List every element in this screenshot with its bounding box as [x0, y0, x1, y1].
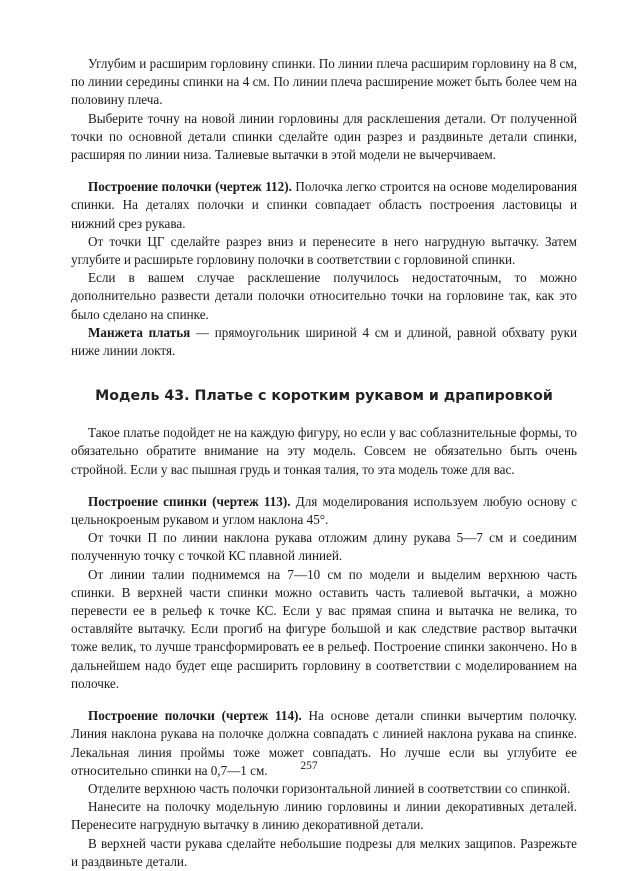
- front-construction-title: Построение полочки (чертеж 112).: [88, 179, 292, 195]
- front-construction-2-title: Построение полочки (чертеж 114).: [88, 708, 302, 724]
- paragraph-intro: Такое платье подойдет не на каждую фигуру, но если у вас соблазнительные формы, то обязательно обратите внимание на эту модель. Совсем не обязательно быть очень стройной. Если у вас пышная грудь и тонкая талия, то эта модель тоже для вас.: [71, 425, 577, 477]
- front-construction-2-text: На основе детали спинки вычертим полочку. Линия наклона рукава на полочке должна совпадать с линией наклона рукава на спинке. Лекальная линия проймы тоже может совпадать. Но лучше если вы углубите ее относительно спинки на 0,7—1 см.: [71, 708, 578, 778]
- paragraph-cuff: [71, 324, 577, 360]
- back-construction-title: Построение спинки (чертеж 113).: [88, 493, 291, 509]
- paragraph-separate-upper: Отделите верхнюю часть полочки горизонтальной линией в соответствии со спинкой.: [88, 780, 571, 796]
- cuff-title: Манжета платья: [88, 324, 191, 340]
- front-construction-text: Полочка легко строится на основе моделирования спинки. На деталях полочки и спинки совпадает область построения ластовицы и нижний срез рукава.: [71, 179, 578, 231]
- cuff-text: — прямоугольник шириной 4 см и длиной, равной обхвату руки ниже линии локтя.: [71, 324, 577, 359]
- paragraph-front-construction: [71, 178, 577, 233]
- paragraph-dart-transfer: От точки ЦГ сделайте разрез вниз и перенесите в него нагрудную вытачку. Затем углубите и расширьте горловину полочки в соответствии с горловиной спинки.: [71, 233, 577, 268]
- paragraph-sleeve-length: От точки П по линии наклона рукава отложим длину рукава 5—7 см и соединим полученную точку с точкой КС плавной линией.: [71, 530, 577, 564]
- paragraph-extra-flare: Если в вашем случае расклешение получилось недостаточным, то можно дополнительно развести детали полочки относительно точки на горловине так, как это было сделано на спинке.: [71, 270, 577, 322]
- section-heading: Модель 43. Платье с коротким рукавом и драпировкой: [95, 388, 553, 405]
- back-construction-text: Для моделирования используем любую основу с цельнокроеным рукавом и углом наклона 45°.: [71, 493, 578, 528]
- paragraph-neckline: Углубим и расширим горловину спинки. По линии плеча расширим горловину на 8 см, по линии середины спинки на 4 см. По линии плеча расширение может быть более чем на половину плеча.: [71, 56, 577, 108]
- paragraph-model-lines: Нанесите на полочку модельную линию горловины и линии декоративных деталей. Перенесите нагрудную вытачку в линию декоративной детали.: [71, 799, 577, 833]
- page-body: [71, 55, 577, 871]
- paragraph-upper-back: От линии талии поднимемся на 7—10 см по модели и выделим верхнюю часть спинки. В верхней части спинки можно оставить часть талиевой вытачки, а можно перевести ее в рельеф к точке КС. Если у вас прямая спина и вытачка не велика, то оставляйте вытачку. Если прогиб на фигуре большой и как следствие раствор вытачки тоже велик, то лучше трансформировать ее в рельеф. Построение спинки закончено. Но в дальнейшем надо будет еще расширить горловину в соответствии с моделированием на полочке.: [71, 566, 577, 691]
- paragraph-back-construction: [71, 493, 577, 529]
- paragraph-tucks: В верхней части рукава сделайте небольшие подрезы для мелких защипов. Разрежьте и раздвиньте детали.: [71, 835, 577, 869]
- page-number: 257: [300, 760, 318, 772]
- paragraph-flare: Выберите точну на новой линии горловины для расклешения детали. От полученной точки по основной детали спинки сделайте один разрез и раздвиньте детали спинки, расширяя по линии низа. Талиевые вытачки в этой модели не вычерчиваем.: [71, 110, 577, 163]
